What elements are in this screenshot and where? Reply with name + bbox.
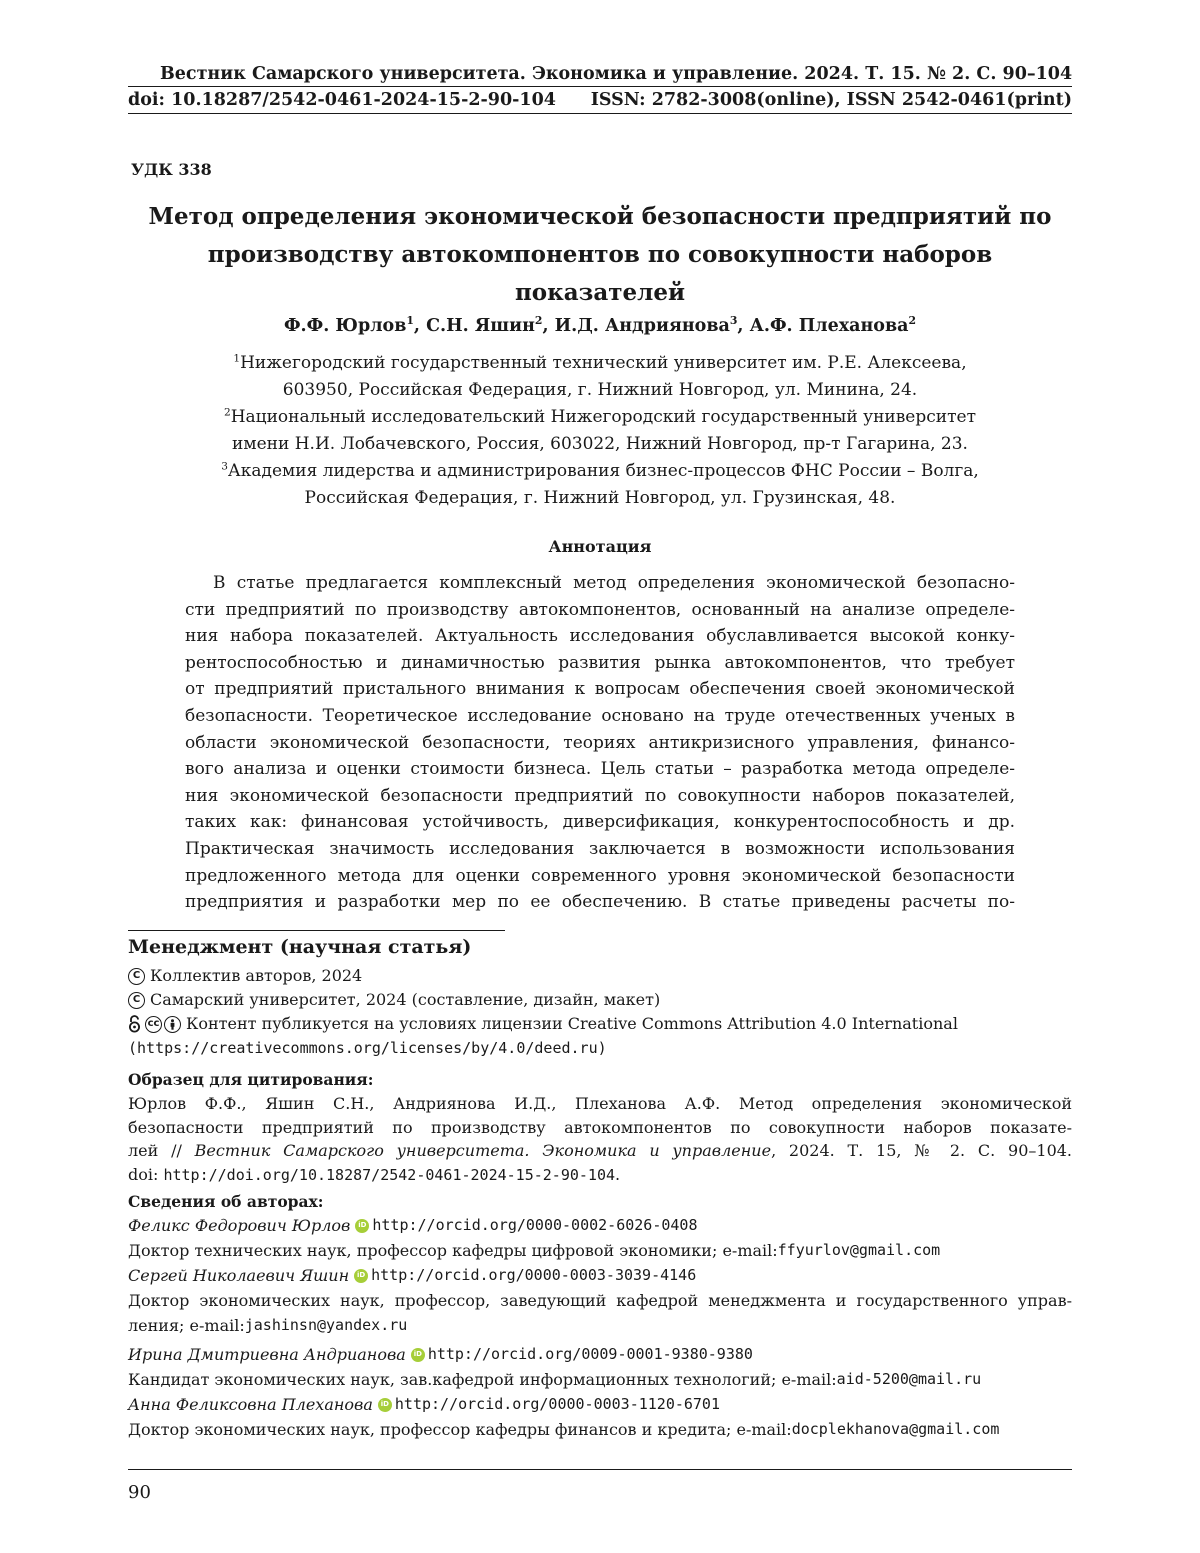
affiliation-1-address: 603950, Российская Федерация, г. Нижний Новгород, ул. Минина, 24.	[150, 377, 1050, 404]
affiliation-number: 3	[221, 460, 228, 472]
citation-text: doi:	[128, 1165, 163, 1184]
orcid-icon: iD	[411, 1348, 425, 1362]
copyright-authors	[128, 964, 1088, 988]
author-info-text: Кандидат экономических наук, зав.кафедрой информационных технологий; e-mail:	[128, 1367, 837, 1392]
orcid-link[interactable]: http://orcid.org/0000-0003-3039-4146	[371, 1263, 696, 1288]
author-info-name-row	[128, 1213, 1072, 1238]
author-name: С.Н. Яшин	[426, 316, 535, 336]
author-info-desc	[128, 1367, 1072, 1392]
author-info-desc	[128, 1238, 1072, 1263]
author-info-text: Доктор экономических наук, профессор, заведующий кафедрой менеджмента и государственного управ-	[128, 1288, 1072, 1313]
affiliation-line: Академия лидерства и администрирования бизнес-процессов ФНС России – Волга,	[228, 461, 979, 481]
author-info-name: Сергей Николаевич Яшин	[128, 1263, 349, 1288]
copyright-text: Самарский университет, 2024 (составление, дизайн, макет)	[150, 988, 660, 1012]
citation-block	[128, 1092, 1072, 1187]
abstract-line: вого анализа и оценки стоимости бизнеса. Цель статьи – разработка метода определе-	[185, 756, 1015, 783]
orcid-link[interactable]: http://orcid.org/0000-0002-6026-0408	[372, 1213, 697, 1238]
abstract-line: В статье предлагается комплексный метод определения экономической безопасно-	[185, 570, 1015, 597]
header-rule-bottom	[128, 113, 1072, 114]
citation-line	[128, 1139, 1072, 1163]
udk: УДК 338	[131, 160, 212, 179]
citation-line: безопасности предприятий по производству автокомпонентов по совокупности наборов показате-	[128, 1116, 1072, 1140]
author-name: Ф.Ф. Юрлов	[284, 316, 406, 336]
title-line-3: показателей	[130, 274, 1070, 312]
header-rule-top	[128, 86, 1072, 87]
license-url-line	[128, 1036, 1088, 1060]
orcid-icon: iD	[354, 1269, 368, 1283]
author-info-name-row	[128, 1342, 1072, 1367]
citation-line	[128, 1163, 1072, 1188]
author-info-desc	[128, 1417, 1072, 1442]
affiliation-2-address: имени Н.И. Лобачевского, Россия, 603022, Нижний Новгород, пр-т Гагарина, 23.	[150, 431, 1050, 458]
author-info-name-row	[128, 1392, 1072, 1417]
orcid-link[interactable]: http://orcid.org/0000-0003-1120-6701	[395, 1392, 720, 1417]
title-line-1: Метод определения экономической безопасности предприятий по	[130, 198, 1070, 236]
issn: ISSN: 2782-3008(online), ISSN 2542-0461(print)	[591, 90, 1072, 110]
affiliation-number: 2	[224, 406, 231, 418]
authors-info	[128, 1213, 1072, 1442]
open-access-icon	[128, 1015, 141, 1033]
affiliation-3-address: Российская Федерация, г. Нижний Новгород, ул. Грузинская, 48.	[150, 485, 1050, 512]
email-link[interactable]: docplekhanova@gmail.com	[792, 1417, 1000, 1442]
abstract-line: Практическая значимость исследования заключается в возможности использования	[185, 836, 1015, 863]
abstract-line: предложенного метода для оценки современного уровня экономической безопасности	[185, 863, 1015, 890]
author-name: И.Д. Андриянова	[555, 316, 730, 336]
footnote-rule	[128, 930, 505, 931]
orcid-icon: iD	[378, 1398, 392, 1412]
affiliation-2	[150, 404, 1050, 431]
citation-text: , 2024. Т. 15, № 2. С. 90–104.	[771, 1141, 1072, 1160]
email-link[interactable]: jashinsn@yandex.ru	[245, 1313, 408, 1338]
citation-doi-link[interactable]: http://doi.org/10.18287/2542-0461-2024-15-2-90-104	[163, 1166, 615, 1184]
license-line	[128, 1012, 1088, 1036]
abstract-line: предприятия и разработки мер по ее обеспечению. В статье приведены расчеты по-	[185, 889, 1015, 916]
section-type: Менеджмент (научная статья)	[128, 936, 471, 958]
author-name: А.Ф. Плеханова	[750, 316, 909, 336]
license-text: Контент публикуется на условиях лицензии Creative Commons Attribution 4.0 International	[186, 1012, 958, 1036]
author-info-name: Ирина Дмитриевна Андрианова	[128, 1342, 406, 1367]
affiliation-1	[150, 350, 1050, 377]
author-info-name: Анна Феликсовна Плеханова	[128, 1392, 373, 1417]
doi: doi: 10.18287/2542-0461-2024-15-2-90-104	[128, 90, 556, 110]
creative-commons-icon: cc	[145, 1016, 162, 1033]
affiliation-3	[150, 458, 1050, 485]
journal-header: Вестник Самарского университета. Экономика и управление. 2024. Т. 15. № 2. С. 90–104	[160, 64, 1052, 84]
author-info-text: ления; e-mail:	[128, 1313, 245, 1338]
citation-heading: Образец для цитирования:	[128, 1070, 373, 1089]
author-affiliation-mark: 2	[908, 314, 916, 327]
affiliation-number: 1	[233, 352, 240, 364]
author-list: Ф.Ф. Юрлов1, С.Н. Яшин2, И.Д. Андриянова3, А.Ф. Плеханова2	[130, 316, 1070, 336]
abstract-line: от предприятий пристального внимания к вопросам обеспечения своей экономической	[185, 676, 1015, 703]
page	[0, 0, 1200, 1553]
affiliations	[150, 350, 1050, 512]
author-info-name: Феликс Федорович Юрлов	[128, 1213, 350, 1238]
abstract-line: области экономической безопасности, теориях антикризисного управления, финансо-	[185, 730, 1015, 757]
orcid-icon: iD	[355, 1219, 369, 1233]
abstract-line: таких как: финансовая устойчивость, диверсификация, конкурентоспособность и др.	[185, 809, 1015, 836]
author-affiliation-mark: 1	[406, 314, 414, 327]
citation-text: .	[615, 1165, 620, 1184]
author-info-text: Доктор технических наук, профессор кафедры цифровой экономики; e-mail:	[128, 1238, 778, 1263]
citation-journal: Вестник Самарского университета. Экономика и управление	[195, 1141, 771, 1160]
citation-line: Юрлов Ф.Ф., Яшин С.Н., Андриянова И.Д., Плеханова А.Ф. Метод определения экономической	[128, 1092, 1072, 1116]
attribution-icon	[164, 1016, 181, 1033]
abstract-line: ния набора показателей. Актуальность исследования обуславливается высокой конку-	[185, 623, 1015, 650]
citation-text: лей //	[128, 1141, 195, 1160]
license-block	[128, 964, 1088, 1060]
authors-info-heading: Сведения об авторах:	[128, 1192, 324, 1211]
article-title	[130, 198, 1070, 312]
author-affiliation-mark: 3	[730, 314, 738, 327]
email-link[interactable]: aid-5200@mail.ru	[837, 1367, 982, 1392]
affiliation-line: Национальный исследовательский Нижегородский государственный университет	[231, 407, 976, 427]
email-link[interactable]: ffyurlov@gmail.com	[778, 1238, 941, 1263]
copyright-icon: C	[128, 968, 145, 985]
title-line-2: производству автокомпонентов по совокупности наборов	[130, 236, 1070, 274]
orcid-link[interactable]: http://orcid.org/0009-0001-9380-9380	[428, 1342, 753, 1367]
footer-rule	[128, 1469, 1072, 1470]
abstract-body	[185, 570, 1015, 916]
affiliation-line: Нижегородский государственный технический университет им. Р.Е. Алексеева,	[240, 353, 966, 373]
license-url[interactable]: (https://creativecommons.org/licenses/by/4.0/deed.ru)	[128, 1036, 607, 1060]
author-info-text: Доктор экономических наук, профессор кафедры финансов и кредита; e-mail:	[128, 1417, 792, 1442]
page-number: 90	[128, 1482, 151, 1503]
copyright-university	[128, 988, 1088, 1012]
abstract-heading: Аннотация	[130, 537, 1070, 556]
abstract-line: ния экономической безопасности предприятий по совокупности наборов показателей,	[185, 783, 1015, 810]
abstract-line: рентоспособностью и динамичностью развития рынка автокомпонентов, что требует	[185, 650, 1015, 677]
copyright-text: Коллектив авторов, 2024	[150, 964, 362, 988]
author-info-desc	[128, 1313, 1072, 1338]
author-affiliation-mark: 2	[535, 314, 543, 327]
copyright-icon: C	[128, 992, 145, 1009]
abstract-line: безопасности. Теоретическое исследование основано на труде отечественных ученых в	[185, 703, 1015, 730]
author-info-name-row	[128, 1263, 1072, 1288]
abstract-line: сти предприятий по производству автокомпонентов, основанный на анализе определе-	[185, 597, 1015, 624]
